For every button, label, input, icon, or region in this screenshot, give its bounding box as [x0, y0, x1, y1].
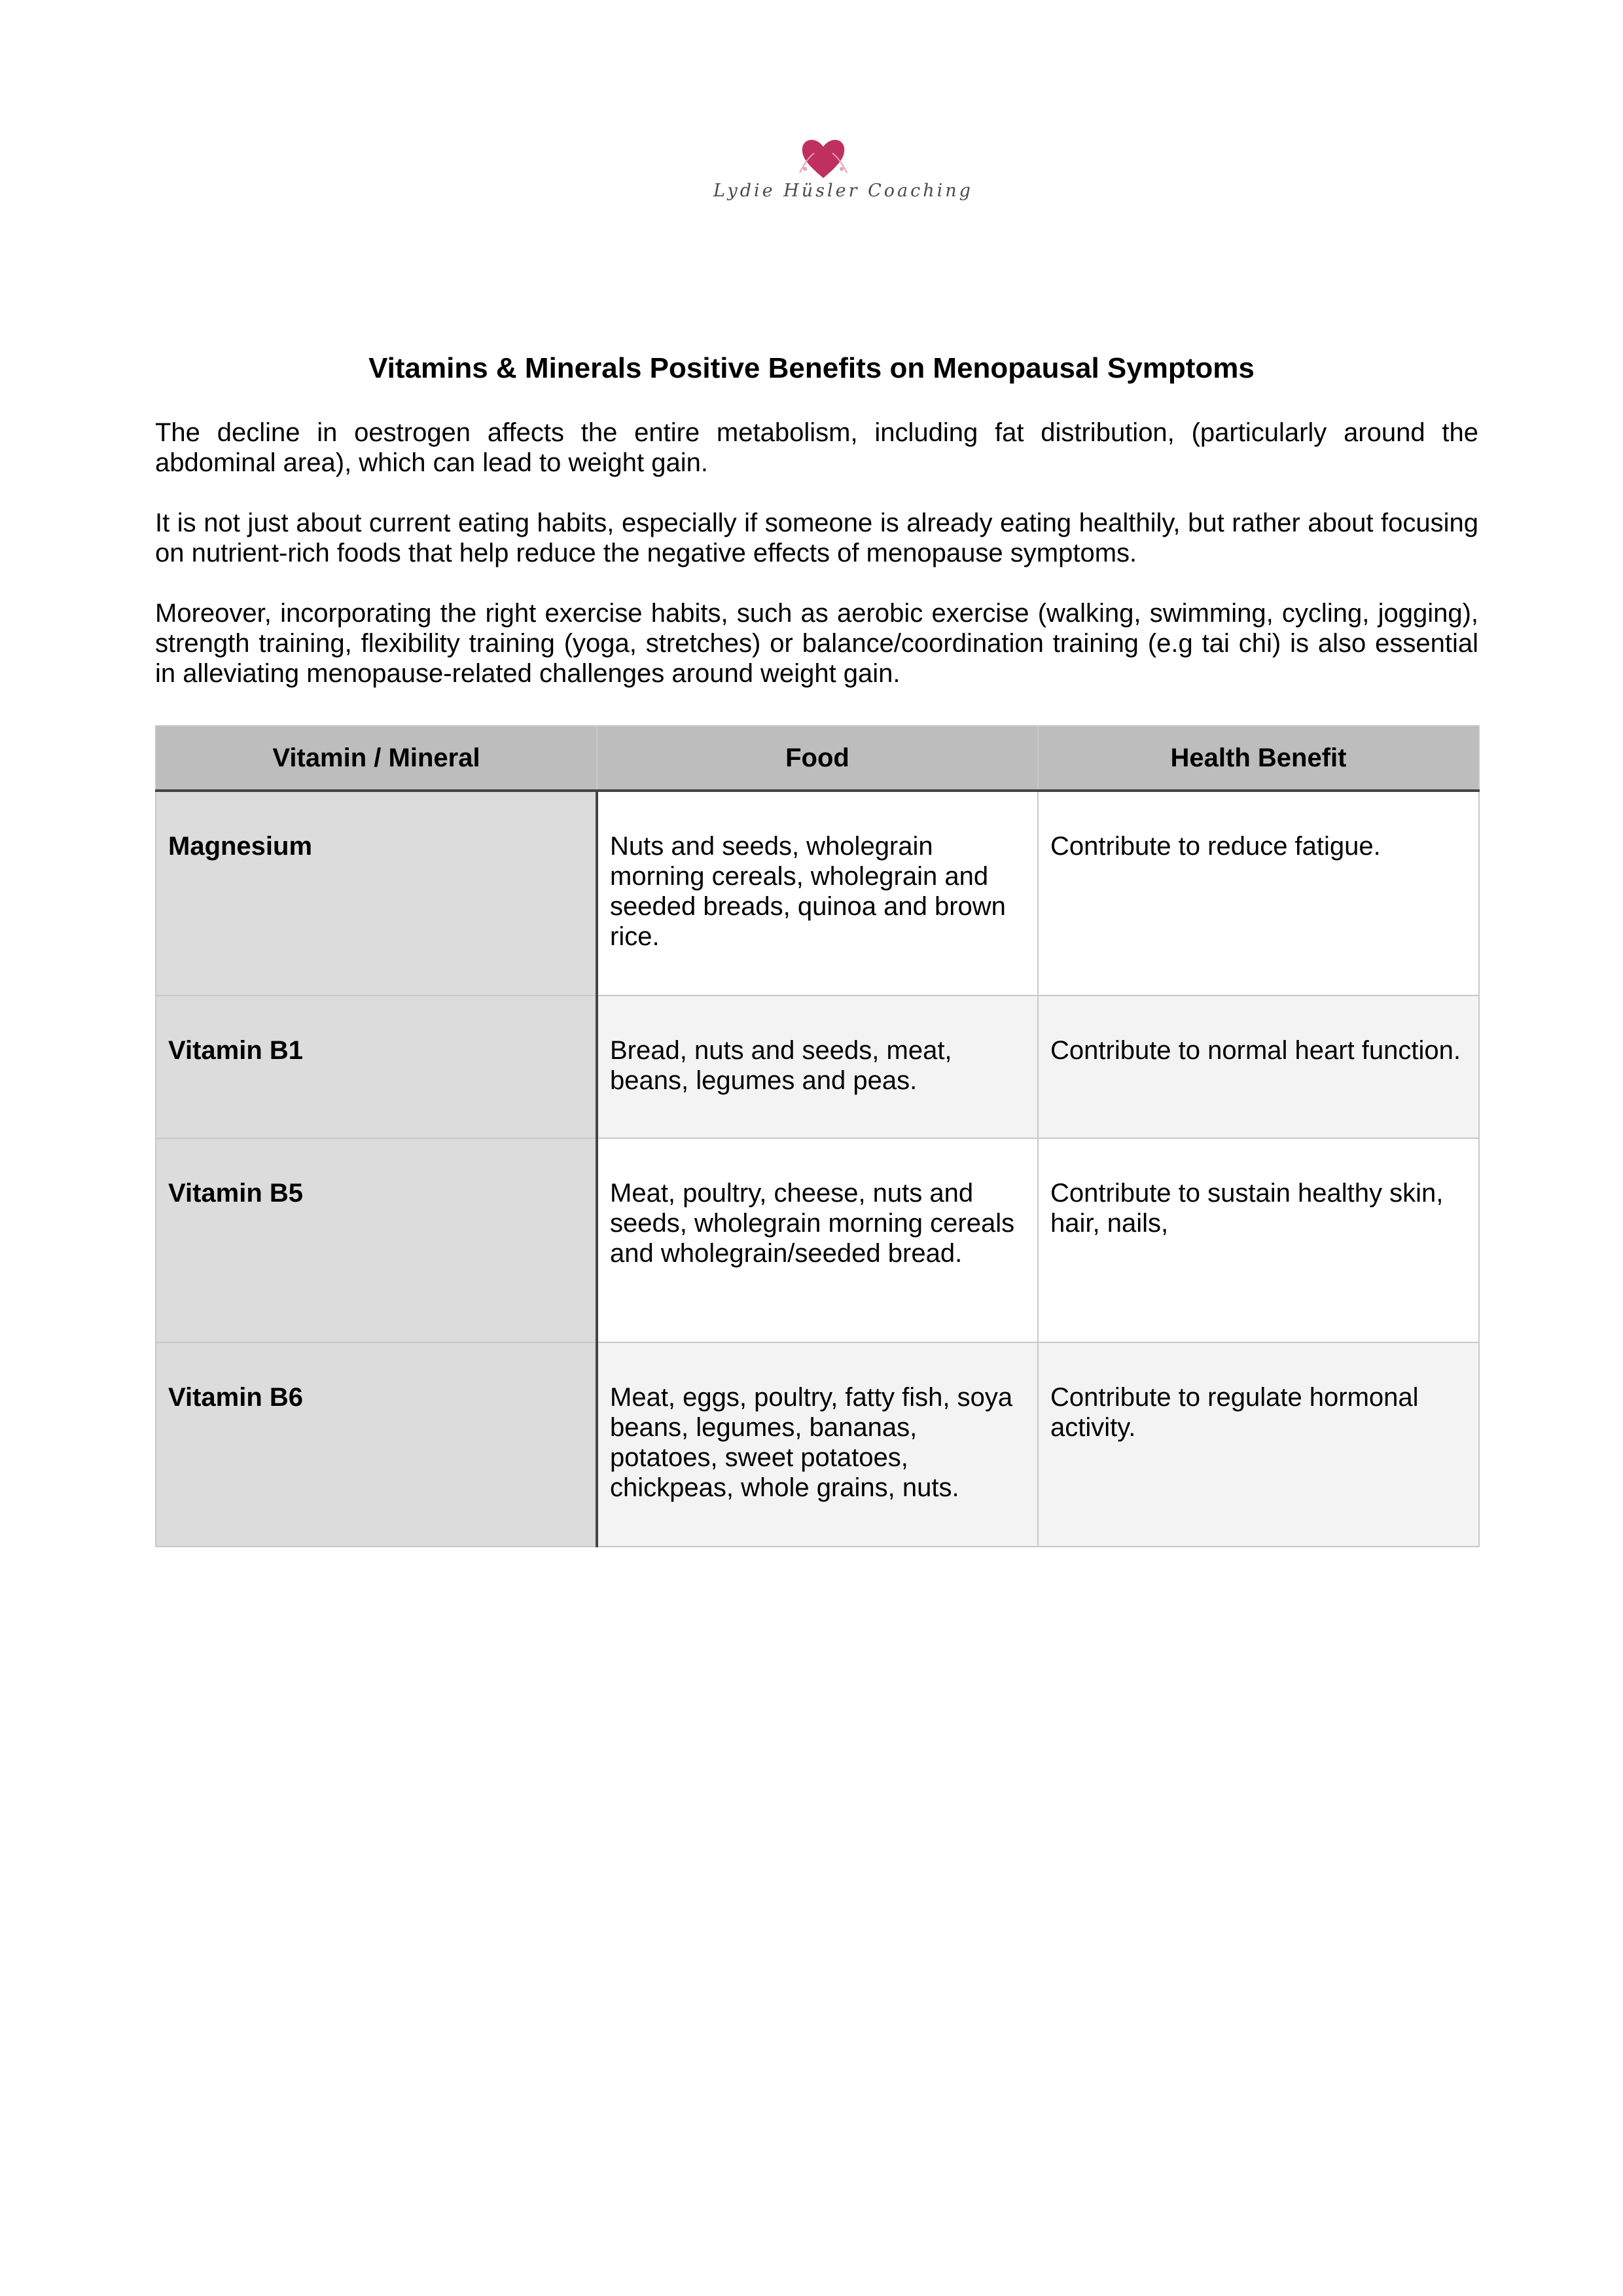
intro-paragraph: The decline in oestrogen affects the entire metabolism, including fat distribution, (particularly around the abdominal area), which can lead to weight gain.: [155, 418, 1478, 477]
nutrient-name: Vitamin B6: [168, 1383, 303, 1412]
brand-logo: [713, 128, 973, 207]
benefit-cell: [1038, 1138, 1479, 1342]
food-text: Bread, nuts and seeds, meat, beans, legumes and peas.: [610, 1036, 952, 1095]
table-row: [156, 791, 1479, 996]
benefit-text: Contribute to normal heart function.: [1050, 1036, 1461, 1065]
food-text: Meat, eggs, poultry, fatty fish, soya beans, legumes, bananas, potatoes, sweet potatoes, chickpeas, whole grains, nuts.: [610, 1383, 1013, 1502]
benefit-cell: [1038, 996, 1479, 1138]
nutrient-name-cell: [156, 1342, 597, 1547]
benefit-text: Contribute to reduce fatigue.: [1050, 832, 1381, 861]
nutrients-table: [155, 725, 1480, 1547]
table-row: [156, 996, 1479, 1138]
benefit-text: Contribute to sustain healthy skin, hair, nails,: [1050, 1179, 1444, 1238]
eating-habits-paragraph: It is not just about current eating habits, especially if someone is already eating healthily, but rather about focusing on nutrient-rich foods that help reduce the negative effects of menopause symptoms.: [155, 509, 1478, 567]
table-row: [156, 1138, 1479, 1342]
benefit-text: Contribute to regulate hormonal activity.: [1050, 1383, 1419, 1442]
food-cell: [597, 1138, 1038, 1342]
benefit-cell: [1038, 1342, 1479, 1547]
food-text: Meat, poultry, cheese, nuts and seeds, wholegrain morning cereals and wholegrain/seeded bread.: [610, 1179, 1015, 1268]
food-text: Nuts and seeds, wholegrain morning cereals, wholegrain and seeded breads, quinoa and brown rice.: [610, 832, 1006, 951]
benefit-cell: [1038, 791, 1479, 996]
nutrient-name-cell: [156, 791, 597, 996]
nutrient-name: Vitamin B5: [168, 1179, 303, 1208]
exercise-paragraph: Moreover, incorporating the right exercise habits, such as aerobic exercise (walking, swimming, cycling, jogging), strength training, flexibility training (yoga, stretches) or balance/coordination training (e.g tai chi) is also essential in alleviating menopause-related challenges around weight gain.: [155, 599, 1478, 688]
table-header-row: [156, 726, 1479, 791]
column-header-health-benefit: Health Benefit: [1038, 726, 1479, 791]
column-header-vitamin-mineral: Vitamin / Mineral: [156, 726, 597, 791]
nutrient-name-cell: [156, 996, 597, 1138]
heart-icon: [791, 131, 856, 183]
column-header-food: Food: [597, 726, 1038, 791]
food-cell: [597, 791, 1038, 996]
document-title: Vitamins & Minerals Positive Benefits on Menopausal Symptoms: [368, 352, 1255, 384]
food-cell: [597, 1342, 1038, 1547]
nutrient-name: Magnesium: [168, 832, 313, 861]
nutrient-name-cell: [156, 1138, 597, 1342]
food-cell: [597, 996, 1038, 1138]
table-row: [156, 1342, 1479, 1547]
brand-name: Lydie Hüsler Coaching: [713, 181, 973, 201]
nutrient-name: Vitamin B1: [168, 1036, 303, 1065]
